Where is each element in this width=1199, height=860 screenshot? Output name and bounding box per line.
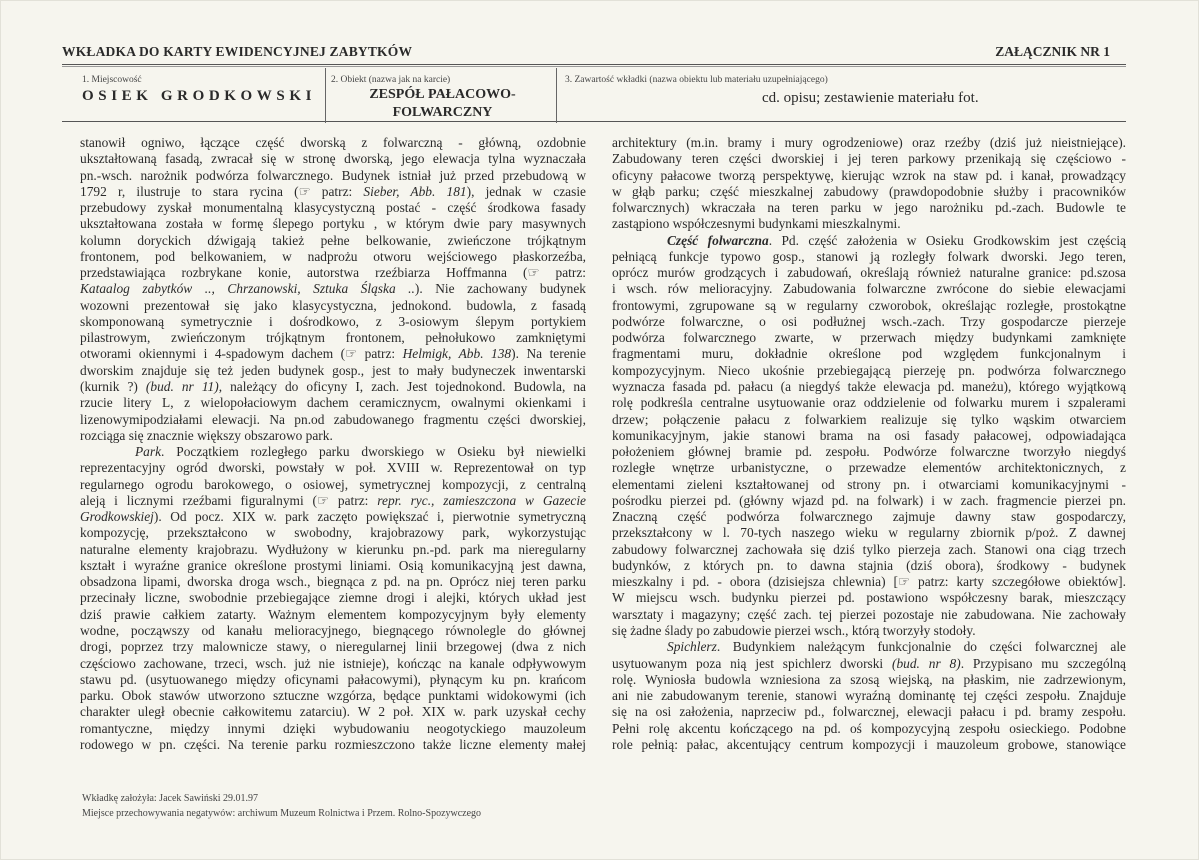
text-line (612, 379, 1126, 395)
place-value: OSIEK GRODKOWSKI (82, 88, 317, 104)
text-line (80, 135, 586, 151)
text-segment: . Początkiem rozległego parku dworskiego w Osieku był niewielki (161, 444, 586, 460)
insert-author: Wkładkę założyła: Jacek Sawiński 29.01.97 (82, 793, 259, 804)
text-segment: otworami okiennymi i 4-spadowym dachem (☞ patrz: (80, 346, 403, 362)
text-segment: i wsch. rów melioracyjny. Zabudowania folwarczne zwrócone do siebie elewacjami (612, 281, 1126, 297)
text-segment: ani nie zabudowanym terenie, stanowi wyraźną dominantę tej części zespołu. Znajduje (612, 688, 1126, 704)
text-segment: (kurnik ?) (80, 378, 146, 394)
text-segment: Kataalog zabytków .., Chrzanowski, Sztuka Śląska .. (80, 281, 415, 297)
text-segment: Zabudowany teren części dworskiej i jej teren parkowy przenikają się częściowo - (612, 151, 1126, 167)
text-segment: skomponowaną symetrycznie i dośrodkowo, z 3-osiowym ślepym portykiem (80, 313, 586, 329)
text-segment: , należący do oficyny I, zach. Jest tojednokond. Budowla, na (218, 378, 586, 394)
text-line (612, 265, 1126, 281)
text-line (80, 200, 586, 216)
text-segment: Sieber, Abb. 181 (363, 183, 467, 199)
text-line (612, 672, 1126, 688)
text-segment: Helmigk, Abb. 138 (402, 346, 512, 362)
text-line (612, 330, 1126, 346)
text-segment: kolumn doryckich dźwigają takież pełne belkowanie, zwieńczone trójkątnym (80, 232, 586, 248)
text-segment: dworskim znajduje się też jeden budynek gosp., jest to mały budyneczek inwentarski (80, 362, 586, 378)
text-line (80, 509, 586, 525)
text-line (80, 639, 586, 655)
text-line (612, 184, 1126, 200)
text-line (612, 412, 1126, 428)
negatives-storage: Miejsce przechowywania negatywów: archiwum Muzeum Rolnictwa i Przem. Rolno-Spozywczego (82, 808, 482, 819)
text-segment: Część folwarczna (667, 232, 769, 248)
header-top-rule-2 (62, 66, 1126, 67)
text-segment: budynków, z których pn. to dawna stajnia (dziś obora), środkowy - budynek (612, 557, 1126, 573)
text-segment: . Pd. część założenia w Osieku Grodkowskim jest częścią (768, 232, 1126, 248)
text-segment: przecinały liczne, swobodnie przebiegające ziemne drogi i alejki, których układ jest (80, 590, 586, 606)
text-line (80, 672, 586, 688)
text-segment: stanowił ogniwo, łączące część dworską z folwarczną - główną, ozdobnie (80, 135, 586, 150)
object-label: 2. Obiekt (nazwa jak na karcie) (331, 75, 451, 85)
text-segment: drzew; połączenie pałacu z folwarkiem realizuje się tylko wąskim otwarciem (612, 411, 1126, 427)
text-line (80, 460, 586, 476)
text-line (612, 200, 1126, 216)
text-segment: Pełni rolę akcentu kończącego na pd. oś kompozycyjną zespołu osieckiego. Podobne (612, 720, 1126, 736)
text-segment: charakter uległ obecnie całkowitemu zatarciu). W 2 poł. XIX w. park uzyskał cechy (80, 704, 586, 720)
text-segment: romantyczne, między innymi dzięki wybudowaniu neogotyckiego mauzoleum (80, 720, 586, 736)
text-line (612, 623, 1126, 639)
text-line (612, 249, 1126, 265)
text-segment: ). Nie zachowany budynek (414, 281, 586, 297)
text-segment: dziś prawie całkiem zatarty. Ważnym elementem kompozycyjnym były elementy (80, 606, 586, 622)
text-line (612, 314, 1126, 330)
text-line (80, 493, 586, 509)
text-segment: przebudowy zyskał monumentalną klasycystyczną postać - część środkowa fasady (80, 200, 586, 216)
text-segment: architektury (m.in. bramy i mury ogrodzeniowe) oraz rzeźby (dziś już nieistniejące). (612, 135, 1126, 150)
text-line (80, 151, 586, 167)
text-segment: Spichlerz (667, 639, 717, 655)
text-segment: drogi, poprzez trzy malownicze stawy, o nieregularnej linii brzegowej (dwa z nich (80, 639, 586, 655)
field-divider (325, 68, 326, 123)
text-segment: oficyny pałacowe tworzą perspektywę, kierując wzrok na staw pd. i kanał, prowadzący (612, 167, 1126, 183)
form-title: WKŁADKA DO KARTY EWIDENCYJNEJ ZABYTKÓW (62, 44, 413, 59)
text-segment: role pełnią: pałac, akcentujący centrum kompozycji i mauzoleum grobowe, stanowiące (612, 736, 1126, 752)
text-segment: Znaczną część podwórza folwarcznego zajmuje dawny staw gospodarczy, (612, 509, 1126, 525)
text-segment: rozległe wnętrze urbanistyczne, o przewadze elementów architektonicznych, z (612, 460, 1126, 476)
text-segment: się na osi założenia, naprzeciw pd., folwarcznej, elewacji pałacu i pd. bramy zespołu. (612, 704, 1126, 720)
text-line (612, 525, 1126, 541)
text-line (612, 493, 1126, 509)
text-segment: rzucie litery L, z wielopołaciowym dachem ceramicznycm, owalnymi okienkami i (80, 395, 586, 411)
text-segment: (bud. nr 8) (892, 655, 961, 671)
text-line (612, 151, 1126, 167)
text-segment: oprócz murów grodzących i zabudowań, określają również naturalne granice: pd.szosa (612, 265, 1126, 281)
text-line (612, 542, 1126, 558)
text-line (80, 542, 586, 558)
text-line (80, 558, 586, 574)
text-segment: elementami zieleni kształtowanej od strony pn. i otwarciami komunikacyjnymi - (612, 476, 1126, 492)
text-segment: regularnego ogrodu barokowego, o osiowej, symetrycznej kompozycji, z centralną (80, 476, 586, 492)
text-line (612, 135, 1126, 151)
text-line (612, 168, 1126, 184)
text-line (612, 639, 1126, 655)
text-segment: się żadne ślady po zabudowie pierzei wsch., którą tworzyły stodoły. (612, 622, 976, 638)
text-line (80, 412, 586, 428)
text-line (612, 558, 1126, 574)
text-segment: W miejscu wsch. budynku pierzei pd. postawiono współczesny barak, mieszczący (612, 590, 1126, 606)
text-line (80, 721, 586, 737)
header-bottom-rule (62, 121, 1126, 122)
text-segment: pełniącą funkcje typowo gosp., stanowi ją rozległy folwark dworski. Jego teren, (612, 248, 1126, 264)
text-segment: ukształtowana została w formę ślepego portyku , w którym dwie pary masywnych (80, 216, 586, 232)
text-segment: naturalne elementy krajobrazu. Wydłużony w kierunku pn.-pd. park ma nieregularny (80, 541, 586, 557)
text-line (80, 428, 586, 444)
text-line (80, 656, 586, 672)
text-segment: ), jednak w czasie (466, 183, 586, 199)
text-line (80, 623, 586, 639)
text-segment: folwarcznych) wkraczała na teren parku w jego narożniku pd.-zach. Budowle te (612, 200, 1126, 216)
field-divider (556, 68, 557, 123)
text-segment: rolę. Wyniosła budowla wzniesiona za szosą wiejską, na płaskim, nie zadrzewionym, (612, 671, 1126, 687)
object-value (330, 86, 555, 122)
text-line (612, 233, 1126, 249)
text-line (80, 379, 586, 395)
place-label: 1. Miejscowość (82, 75, 142, 85)
text-segment: rodowego w pn. części. Na terenie parku rozmieszczono także liczne elementy małej (80, 736, 586, 752)
text-segment: w głąb parku; część mieszkalnej zabudowy (prawdopodobnie służby i pracowników (612, 183, 1126, 199)
text-line (80, 233, 586, 249)
text-line (612, 281, 1126, 297)
text-segment: (bud. nr 11) (145, 378, 219, 394)
text-segment: przekształcony w l. 70-tych naszego wieku w regularny zbiornik p/poż. Z dawnej (612, 525, 1126, 541)
text-line (80, 346, 586, 362)
text-segment: repr. ryc., zamieszczona w Gazecie (377, 492, 586, 508)
text-segment: ). Na terenie (511, 346, 586, 362)
text-line (80, 363, 586, 379)
text-segment: frontowymi, zgrupowane są w regularny czworobok, określając rozległe, prostokątne (612, 297, 1126, 313)
text-line (80, 168, 586, 184)
text-segment: . Przypisano mu szczególną (960, 655, 1126, 671)
text-line (80, 477, 586, 493)
text-segment: obsadzona lipami, dworska droga wsch., biegnąca z pd. na pn. Oprócz niej teren parku (80, 574, 586, 590)
text-line (612, 395, 1126, 411)
text-segment: rolę podkreśla centralne usytuowanie oraz oddzielenie od folwarku murem i szpalerami (612, 395, 1126, 411)
text-segment: wozowni prezentował się jako klasycystyczna, jednokond. budowla, z fasadą (80, 297, 586, 313)
text-line (80, 574, 586, 590)
object-value-line-2: FOLWARCZNY (392, 105, 493, 120)
text-line (80, 265, 586, 281)
text-line (612, 298, 1126, 314)
text-line (612, 590, 1126, 606)
text-line (80, 444, 586, 460)
text-line (612, 363, 1126, 379)
text-segment: zabudowy folwarcznej zachowała się dziś tylko pierzeja zach. Stanowi ona ciąg trzech (612, 541, 1126, 557)
text-segment: kształt i wyraźne granice określone prostymi liniami. Osią komunikacyjną jest dawna, (80, 557, 586, 573)
text-line (612, 477, 1126, 493)
text-column-left (80, 135, 586, 753)
text-segment: usytuowanym poza nią jest spichlerz dworski (612, 655, 893, 671)
object-value-line-1: ZESPÓŁ PAŁACOWO- (369, 87, 516, 102)
text-line (80, 314, 586, 330)
text-line (80, 607, 586, 623)
text-segment: przedstawiająca rozbrykane konie, autorstwa rzeźbiarza Hoffmanna (☞ patrz: (80, 265, 586, 281)
text-line (80, 184, 586, 200)
text-line (80, 216, 586, 232)
text-line (80, 281, 586, 297)
text-segment: Park (135, 444, 162, 460)
text-line (80, 590, 586, 606)
text-line (612, 704, 1126, 720)
text-line (612, 460, 1126, 476)
text-line (612, 428, 1126, 444)
annex-number: ZAŁĄCZNIK NR 1 (995, 44, 1110, 59)
contents-value: cd. opisu; zestawienie materiału fot. (762, 90, 979, 106)
text-segment: podwórza folwarcznego zwarte, w przerwach między budynkami zamknięte (612, 330, 1126, 346)
text-segment: 1792 r, ilustruje to stara rycina (☞ patrz: (80, 183, 364, 199)
text-segment: parku. Obok stawów utworzono sztuczne wzgórza, będące punktami widokowymi (ich (80, 688, 586, 704)
text-segment: lizenowymipodziałami elewacji. Na pn.od zabudowanego fragmentu części dworskiej, (80, 411, 586, 427)
text-line (80, 330, 586, 346)
text-segment: wodne, począwszy od kanału melioracyjnego, biegnącego równolegle do głównej (80, 622, 586, 638)
text-segment: podwórze folwarczne, o osi podłużnej wsch.-zach. Trzy gospodarcze pierzeje (612, 313, 1126, 329)
text-segment: kompozycję, przekształcono w swobodny, krajobrazowy park, wykorzystując (80, 525, 586, 541)
text-segment: pilastrowym, zwieńczonym trójkątnym frontonem, pełnołukowo zamkniętymi (80, 330, 586, 346)
text-segment: warsztaty i magazyny; część zach. tej pierzei pozostaje nie zabudowana. Nie zachowały (612, 606, 1126, 622)
text-segment: stawu pd. (usytuowanego między oficynami pałacowymi), płynącym ku pn. krańcom (80, 671, 586, 687)
text-segment: komunikacyjnym, jakie stanowi brama na osi fasady pałacowej, odpowiadająca (612, 427, 1126, 443)
text-segment: wyznacza fasada pd. pałacu (a niegdyś także elewacja pd. maneżu), którego wyjątkową (612, 378, 1126, 394)
text-segment: frontonem, pod belkowaniem, w nadprożu otworu wejściowego płaskorzeźba, (80, 248, 586, 264)
text-line (612, 509, 1126, 525)
text-segment: fragmentami muru, dokładnie określone pod względem funkcjonalnym i (612, 346, 1126, 362)
text-segment: rozciąga się znacznie większy obszarowo park. (80, 427, 333, 443)
text-segment: ). Od pocz. XIX w. park zaczęto powiększać i, pierwotnie symetryczną (153, 509, 586, 525)
text-line (612, 607, 1126, 623)
text-segment: reprezentacyjny ogród dworski, powstały w poł. XVIII w. Reprezentował on typ (80, 460, 586, 476)
text-segment: kompozycyjnym. Nieco ukośnie przebiegającą pierzeję pn. podwórza folwarcznego (612, 362, 1126, 378)
text-column-right (612, 135, 1126, 753)
text-segment: położeniem głównej bramie pd. zespołu. Podwórze folwarczne tworzyło niegdyś (612, 444, 1126, 460)
text-segment: pn.-wsch. narożnik podwórza folwarcznego. Budynek istniał już przed przebudową w (80, 167, 586, 183)
text-line (80, 704, 586, 720)
text-line (80, 688, 586, 704)
text-segment: mieszkalny i pd. - obora (dzisiejsza chlewnia) [☞ patrz: karty szczegółowe obiektów]. (612, 574, 1126, 590)
text-line (612, 574, 1126, 590)
text-segment: ukształtowaną fasadą, zwracał się w stronę dworską, jego elewacja tylna wyznaczała (80, 151, 586, 167)
text-line (612, 346, 1126, 362)
text-line (80, 395, 586, 411)
text-line (612, 721, 1126, 737)
text-segment: Grodkowskiej (80, 509, 154, 525)
text-line (612, 656, 1126, 672)
text-line (80, 525, 586, 541)
text-segment: częściowo zachowane, trzeci, wsch. już nie istnieje), kończąc na kanale odpływowym (80, 655, 586, 671)
text-line (80, 249, 586, 265)
text-line (612, 737, 1126, 753)
text-segment: zastąpiono współczesnymi budynkami mieszkalnymi. (612, 216, 901, 232)
text-line (612, 444, 1126, 460)
text-line (80, 737, 586, 753)
text-line (80, 298, 586, 314)
text-segment: pośrodku pierzei pd. (główny wjazd pd. na folwark) i w zach. fragmencie pierzei pn. (612, 492, 1126, 508)
text-line (612, 216, 1126, 232)
text-segment: aleją i licznymi rzeźbami figuralnymi (☞ patrz: (80, 492, 378, 508)
header-top-rule (62, 64, 1126, 65)
contents-label: 3. Zawartość wkładki (nazwa obiektu lub materiału uzupełniającego) (565, 75, 828, 85)
text-segment: . Budynkiem należącym funkcjonalnie do części folwarcznej ale (716, 639, 1126, 655)
text-line (612, 688, 1126, 704)
